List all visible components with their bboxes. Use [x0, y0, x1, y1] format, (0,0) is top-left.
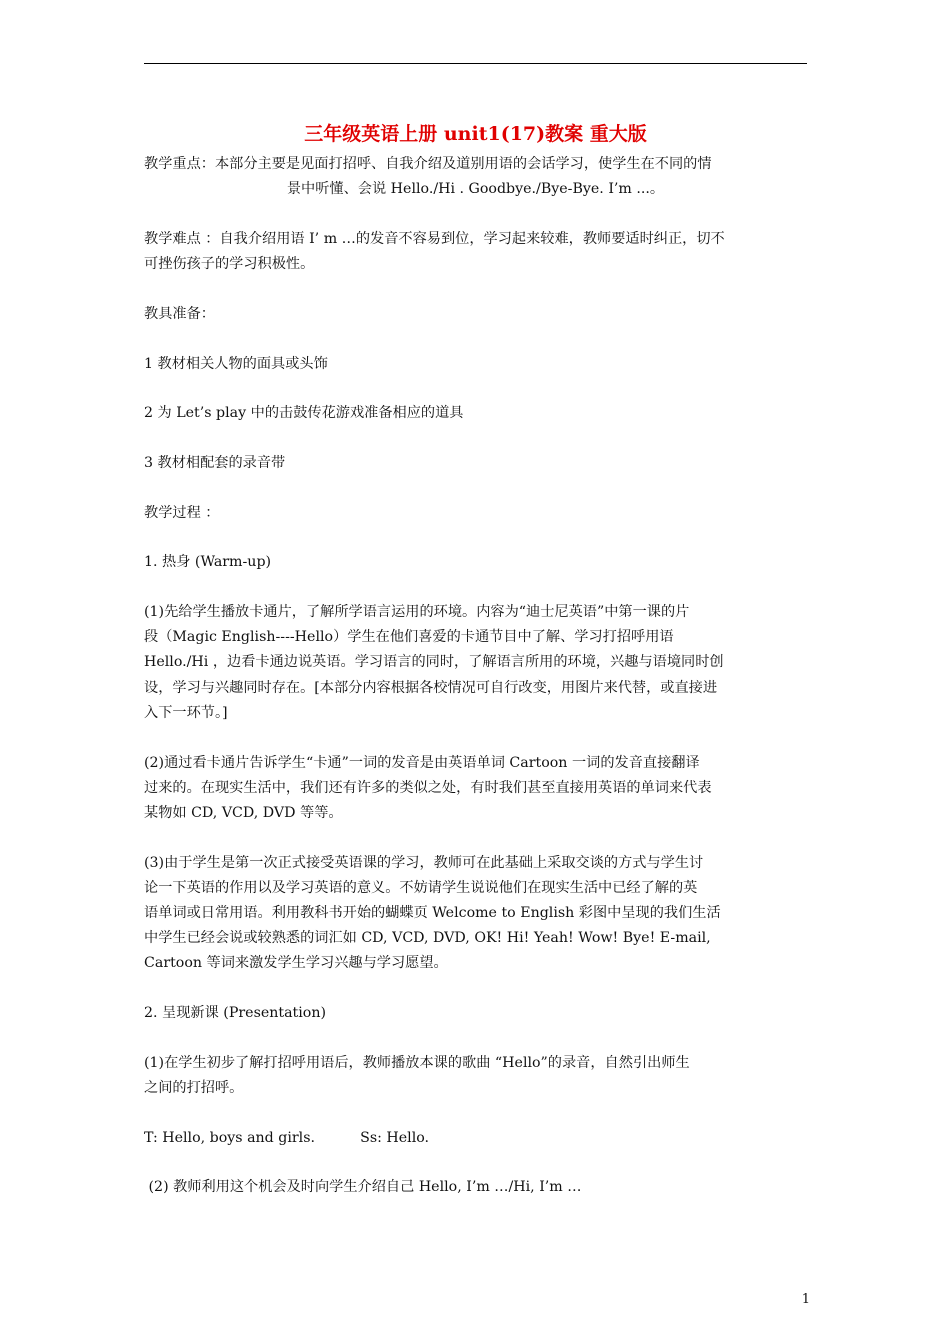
- text-line: 教学难点 ：自我介绍用语 I’ m …的发音不容易到位，学习起来较难，教师要适时纠正，切不: [144, 230, 725, 247]
- paragraph-material-3: [144, 451, 807, 476]
- paragraph-material-1: [144, 352, 807, 377]
- text-line: 之间的打招呼。: [144, 1080, 244, 1097]
- header-rule: [144, 63, 807, 64]
- paragraph-presentation-1: [144, 1051, 807, 1101]
- page-number: 1: [801, 1292, 810, 1307]
- document-title: 三年级英语上册 unit1(17)教案 重大版: [304, 123, 647, 145]
- text-line: 3 教材相配套的录音带: [144, 454, 286, 471]
- text-line: (3)由于学生是第一次正式接受英语课的学习，教师可在此基础上采取交谈的方式与学生讨: [144, 854, 704, 871]
- paragraph-key-points: [144, 152, 807, 202]
- text-line: (1)先给学生播放卡通片，了解所学语言运用的环境。内容为“迪士尼英语”中第一课的片: [144, 604, 690, 621]
- text-line: 教学重点：本部分主要是见面打招呼、自我介绍及道别用语的会话学习，使学生在不同的情: [144, 156, 712, 172]
- paragraph-difficulties: [144, 227, 807, 277]
- text-line: 1 教材相关人物的面具或头饰: [144, 355, 328, 372]
- paragraph-presentation-2: [144, 1175, 807, 1200]
- text-line: Hello./Hi ，边看卡通边说英语。学习语言的同时，了解语言所用的环境，兴趣与语境同时创: [144, 654, 724, 671]
- text-line: 段（Magic English----Hello）学生在他们喜爱的卡通节目中了解、学习打招呼用语: [144, 629, 674, 646]
- text-line: 可挫伤孩子的学习积极性。: [144, 256, 315, 273]
- document-body: [144, 120, 807, 1225]
- paragraph-warmup-2: [144, 751, 807, 827]
- text-line: Cartoon 等词来激发学生学习兴趣与学习愿望。: [144, 955, 448, 972]
- paragraph-warmup-heading: [144, 550, 807, 575]
- text-line: (1)在学生初步了解打招呼用语后，教师播放本课的歌曲 “Hello”的录音，自然引出师生: [144, 1054, 690, 1071]
- text-line: 设，学习与兴趣同时存在。[本部分内容根据各校情况可自行改变，用图片来代替，或直接进: [144, 679, 718, 696]
- paragraph-process-heading: [144, 501, 807, 526]
- text-line: 语单词或日常用语。利用教科书开始的蝴蝶页 Welcome to English 彩图中呈现的我们生活: [144, 905, 721, 922]
- text-line: 过来的。在现实生活中，我们还有许多的类似之处，有时我们甚至直接用英语的单词来代表: [144, 779, 712, 796]
- text-line: (2) 教师利用这个机会及时向学生介绍自己 Hello, I’m …/Hi, I’m …: [144, 1179, 582, 1196]
- paragraph-warmup-3: [144, 851, 807, 977]
- paragraph-warmup-1: [144, 600, 807, 726]
- paragraph-material-2: [144, 401, 807, 426]
- text-line: 某物如 CD, VCD, DVD 等等。: [144, 804, 343, 821]
- text-line: 中学生已经会说或较熟悉的词汇如 CD, VCD, DVD, OK! Hi! Yeah! Wow! Bye! E-mail,: [144, 930, 711, 947]
- paragraph-presentation-heading: [144, 1001, 807, 1026]
- text-line: (2)通过看卡通片告诉学生“卡通”一词的发音是由英语单词 Cartoon 一词的发音直接翻译: [144, 754, 700, 771]
- paragraph-dialogue: [144, 1126, 807, 1151]
- text-line: 2. 呈现新课 (Presentation): [144, 1005, 326, 1022]
- text-line: 教学过程 ：: [144, 504, 220, 521]
- text-line: 景中听懂、会说 Hello./Hi . Goodbye./Bye-Bye. I’m ...。: [286, 181, 665, 198]
- text-line: 1. 热身 (Warm-up): [144, 554, 272, 571]
- text-line: 入下一环节。]: [144, 704, 228, 721]
- text-line: 2 为 Let’s play 中的击鼓传花游戏准备相应的道具: [144, 405, 464, 422]
- text-line: 教具准备：: [144, 305, 215, 322]
- text-line: 论一下英语的作用以及学习英语的意义。不妨请学生说说他们在现实生活中已经了解的英: [144, 879, 698, 896]
- paragraph-materials-heading: [144, 302, 807, 327]
- text-line: T: Hello, boys and girls. Ss: Hello.: [144, 1129, 430, 1146]
